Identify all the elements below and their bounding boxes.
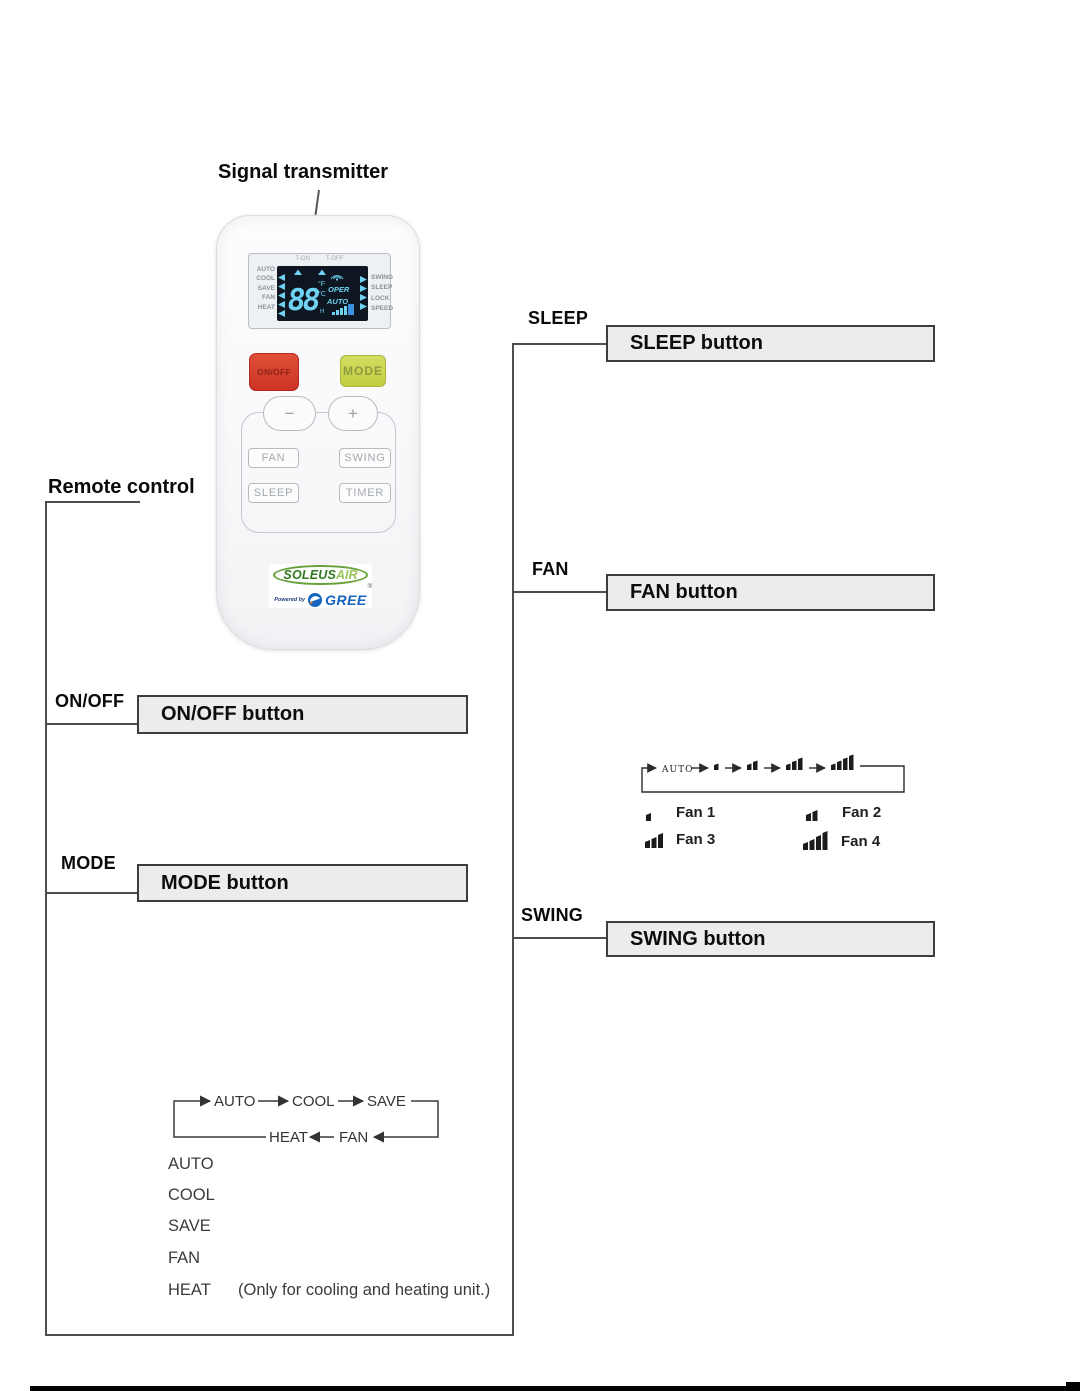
mode-connector: [45, 892, 137, 894]
lcd-oper-indicator: OPER: [328, 285, 350, 294]
lcd-label-swing: SWING: [371, 274, 394, 281]
swing-callout-label: SWING: [521, 905, 583, 925]
remote-plus-label: +: [348, 403, 358, 423]
onoff-callout-label: ON/OFF: [55, 691, 125, 711]
fan-level-4-icon: [831, 755, 854, 771]
lcd-label-auto: AUTO: [256, 266, 275, 273]
fan1-legend-label: Fan 1: [676, 804, 716, 821]
timer-off-indicator: T-OFF: [326, 256, 344, 262]
remote-fan-label: FAN: [261, 452, 286, 464]
mode-cycle-auto: AUTO: [214, 1093, 256, 1110]
fan-connector: [512, 591, 606, 593]
remote-on-off-button: [249, 353, 299, 391]
mode-list-item-heat: HEAT (Only for cooling and heating unit.): [168, 1281, 491, 1299]
remote-swing-label: SWING: [344, 452, 386, 464]
remote-plus-button: [328, 396, 378, 431]
gree-logo-row: [274, 592, 367, 608]
fan3-legend-item: [645, 830, 715, 847]
lcd-label-heat: HEAT: [257, 303, 275, 311]
air-text: AIR: [336, 567, 358, 582]
remote-lower-button-panel: [241, 412, 396, 533]
lcd-label-cool: COOL: [256, 275, 275, 283]
heat-note: (Only for cooling and heating unit.): [238, 1281, 491, 1299]
lcd-auto-indicator: AUTO: [327, 297, 349, 306]
lcd-celsius: °C: [318, 291, 326, 298]
bottom-connector-horizontal: [45, 1334, 514, 1336]
page-bottom-rule-end: [1066, 1382, 1080, 1391]
remote-control-image: [216, 215, 420, 650]
onoff-connector: [45, 723, 137, 725]
gree-circle-icon: [308, 593, 322, 607]
remote-fan-button: [248, 448, 299, 468]
right-connector-vertical: [512, 343, 514, 1336]
remote-minus-button: [263, 396, 316, 431]
lcd-signal-dot: [336, 278, 338, 280]
mode-cycle-fan: FAN: [339, 1129, 369, 1146]
signal-transmitter-pointer-line: [315, 190, 320, 215]
remote-mode-button-label: MODE: [343, 364, 383, 378]
lcd-mode-labels: [252, 265, 275, 312]
fan3-bars-icon: [645, 830, 676, 848]
registered-mark: ®: [367, 583, 372, 590]
lcd-timer-indicators: [249, 256, 390, 262]
remote-on-off-button-label: ON/OFF: [257, 367, 291, 377]
fan2-legend-item: [806, 804, 881, 820]
lcd-label-fan: FAN: [262, 294, 275, 302]
swing-callout-box: [606, 921, 935, 957]
left-connector-vertical: [45, 501, 47, 1336]
brand-logo-block: [269, 564, 372, 608]
remote-timer-label: TIMER: [345, 487, 385, 499]
lcd-screen: [277, 266, 368, 321]
fan4-legend-label: Fan 4: [841, 833, 881, 850]
remote-swing-button: [339, 448, 391, 468]
powered-by-text: Powered by: [274, 596, 306, 603]
gree-text: GREE: [325, 591, 367, 608]
fan-level-2-icon: [747, 761, 758, 771]
fan1-legend-item: [646, 804, 715, 820]
signal-transmitter-label: Signal transmitter: [218, 161, 389, 183]
fan-callout-label: FAN: [532, 559, 569, 579]
remote-minus-label: −: [284, 403, 295, 423]
lcd-label-lock: LOCK: [371, 294, 390, 302]
timer-on-indicator: T-ON: [295, 256, 310, 262]
mode-callout-box: [137, 864, 468, 902]
page-bottom-rule: [30, 1386, 1080, 1391]
remote-sleep-button: [248, 483, 299, 503]
mode-cycle-heat: HEAT: [269, 1129, 308, 1146]
lcd-display-panel: [248, 253, 394, 329]
lcd-label-speed: SPEED: [371, 305, 394, 313]
fan1-bars-icon: [646, 805, 676, 821]
mode-cycle-diagram: [166, 1082, 456, 1154]
fan-callout-box: [606, 574, 935, 611]
sleep-callout-text: SLEEP button: [630, 332, 763, 354]
fan-callout-text: FAN button: [630, 581, 738, 603]
fan4-legend-item: [803, 830, 880, 849]
remote-mode-button: [340, 355, 386, 387]
soleus-text: SOLEUS: [283, 567, 337, 582]
lcd-fahrenheit: °F: [318, 281, 326, 288]
sleep-callout-label: SLEEP: [528, 308, 589, 328]
sleep-callout-box: [606, 325, 935, 362]
lcd-function-labels: [371, 273, 394, 315]
fan2-bars-icon: [806, 805, 842, 821]
remote-control-label: Remote control: [48, 476, 195, 498]
mode-list-item-fan: FAN: [168, 1249, 201, 1267]
fan2-legend-label: Fan 2: [842, 804, 882, 821]
lcd-temperature-digits: 88: [284, 283, 320, 318]
sleep-connector: [512, 343, 606, 345]
remote-control-underline: [45, 501, 140, 503]
mode-cycle-save: SAVE: [367, 1093, 406, 1110]
fan-cycle-auto-text: AUTO: [662, 765, 694, 775]
swing-callout-text: SWING button: [630, 927, 766, 950]
mode-list-item-cool: COOL: [168, 1186, 215, 1204]
mode-callout-text: MODE button: [161, 871, 289, 894]
swing-connector: [512, 937, 606, 939]
remote-sleep-label: SLEEP: [253, 487, 294, 499]
mode-list-item-auto: AUTO: [168, 1155, 214, 1173]
lcd-hour: H: [320, 309, 325, 315]
lcd-label-sleep: SLEEP: [371, 284, 393, 292]
fan4-bars-icon: [803, 830, 841, 850]
soleusair-logo: [273, 565, 367, 585]
fan3-legend-label: Fan 3: [676, 831, 716, 848]
onoff-callout-box: [137, 695, 468, 734]
lcd-label-save: SAVE: [257, 284, 275, 292]
mode-list-item-save: SAVE: [168, 1217, 211, 1235]
remote-timer-button: [339, 483, 391, 503]
onoff-callout-text: ON/OFF button: [161, 703, 305, 725]
mode-callout-label: MODE: [61, 853, 116, 873]
fan-level-1-icon: [714, 764, 719, 771]
mode-cycle-cool: COOL: [292, 1093, 335, 1110]
fan-level-3-icon: [786, 758, 803, 771]
fan-speed-cycle-diagram: [632, 752, 917, 804]
